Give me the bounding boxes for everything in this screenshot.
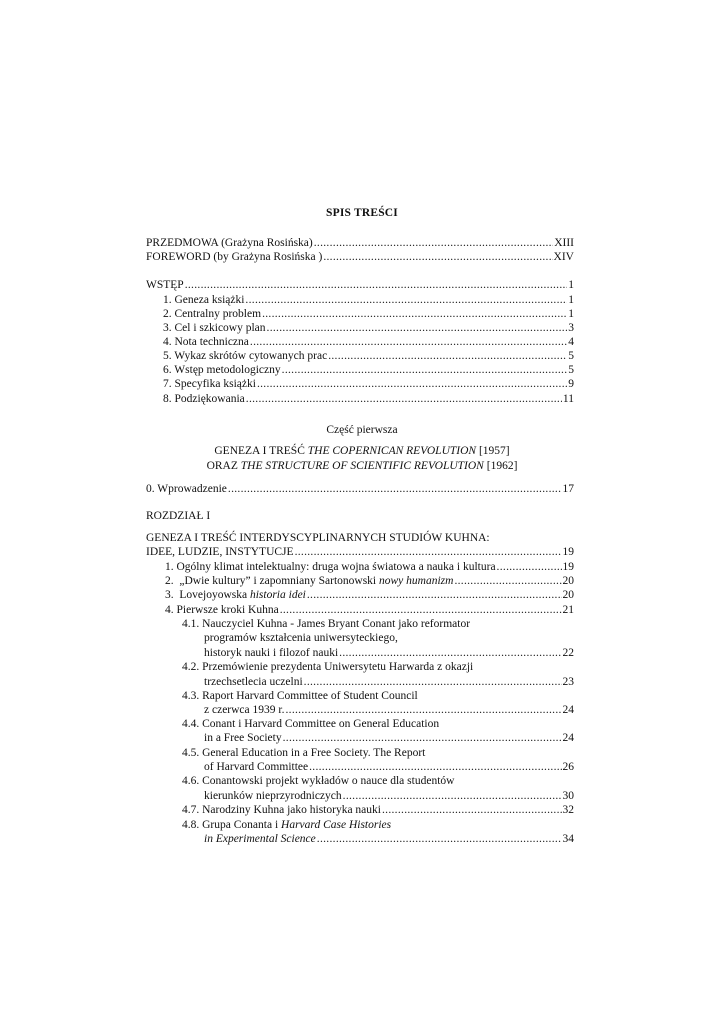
toc-entry-intro[interactable] xyxy=(146,482,574,496)
toc-entry-page: 22 xyxy=(562,647,574,659)
toc-subentry-4-1-line1: 4.1. Nauczyciel Kuhna - James Bryant Conant jako reformator xyxy=(182,618,471,630)
dot-leader xyxy=(497,560,562,574)
toc-entry-4-3[interactable] xyxy=(204,703,574,717)
part-heading-line2 xyxy=(0,460,724,472)
toc-entry-page: 32 xyxy=(562,804,574,816)
toc-entry-page: 17 xyxy=(562,483,574,495)
chapter-label: ROZDZIAŁ I xyxy=(146,510,211,522)
toc-entry-4-8[interactable] xyxy=(204,832,574,846)
toc-entry-page: 1 xyxy=(568,279,574,291)
toc-entry-label xyxy=(165,588,306,602)
toc-entry-page: 21 xyxy=(562,604,574,616)
toc-entry-label: in a Free Society xyxy=(204,732,282,744)
toc-entry-label: 8. Podziękowania xyxy=(163,393,245,405)
dot-leader xyxy=(343,789,562,803)
toc-entry-label: FOREWORD (by Grażyna Rosińska ) xyxy=(146,251,323,263)
toc-subentry-4-5-line1: 4.5. General Education in a Free Society. The Report xyxy=(182,747,426,759)
label-italic: Harvard Case Histories xyxy=(281,819,392,831)
toc-entry-label: in Experimental Science xyxy=(204,833,316,845)
heading-italic: THE COPERNICAN REVOLUTION xyxy=(307,445,477,457)
dot-leader xyxy=(246,392,562,406)
dot-leader xyxy=(323,250,552,264)
dot-leader xyxy=(280,603,562,617)
toc-entry-ch1-4[interactable] xyxy=(165,603,574,617)
toc-entry-label: 1. Geneza książki xyxy=(163,294,245,306)
toc-entry-label: IDEE, LUDZIE, INSTYTUCJE xyxy=(146,546,294,558)
chapter-title-line1: GENEZA I TREŚĆ INTERDYSCYPLINARNYCH STUDIÓW KUHNA: xyxy=(146,532,490,544)
heading-text: ORAZ xyxy=(206,460,238,472)
dot-leader xyxy=(283,731,562,745)
toc-entry-4-5[interactable] xyxy=(204,760,574,774)
toc-entry-4-6[interactable] xyxy=(204,789,574,803)
toc-entry-page: 1 xyxy=(568,308,574,320)
toc-entry-page: 5 xyxy=(568,364,574,376)
dot-leader xyxy=(339,646,561,660)
toc-entry-page: 3 xyxy=(568,322,574,334)
label-text: 3. Lovejoyowska xyxy=(165,589,250,601)
toc-entry-wstep-5[interactable] xyxy=(163,349,574,363)
toc-entry-foreword[interactable] xyxy=(146,250,574,264)
toc-entry-label: 6. Wstęp metodologiczny xyxy=(163,364,281,376)
toc-entry-page: XIII xyxy=(554,237,574,249)
dot-leader xyxy=(309,760,561,774)
dot-leader xyxy=(257,377,567,391)
label-italic: historia idei xyxy=(249,589,306,601)
toc-entry-label: 4.7. Narodziny Kuhna jako historyka nauki xyxy=(182,804,381,816)
page-title: SPIS TREŚCI xyxy=(326,207,398,219)
toc-entry-label: WSTĘP xyxy=(146,279,184,291)
heading-year: [1957] xyxy=(478,445,510,457)
dot-leader xyxy=(250,335,567,349)
dot-leader xyxy=(328,349,567,363)
dot-leader xyxy=(228,482,562,496)
toc-entry-page: XIV xyxy=(553,251,574,263)
toc-entry-label: 4. Nota techniczna xyxy=(163,336,249,348)
toc-entry-page: 34 xyxy=(562,833,574,845)
dot-leader xyxy=(262,307,567,321)
toc-entry-wstep-3[interactable] xyxy=(163,321,574,335)
toc-subentry-4-6-line1: 4.6. Conantowski projekt wykładów o nauce dla studentów xyxy=(182,775,455,787)
toc-entry-page: 19 xyxy=(562,546,574,558)
toc-entry-ch1-3[interactable] xyxy=(165,588,574,602)
toc-entry-label: 2. Centralny problem xyxy=(163,308,262,320)
toc-entry-label: kierunków nieprzyrodniczych xyxy=(204,790,342,802)
toc-entry-ch1-1[interactable] xyxy=(165,560,574,574)
toc-entry-page: 20 xyxy=(562,589,574,601)
toc-entry-label: z czerwca 1939 r. xyxy=(204,704,285,716)
dot-leader xyxy=(282,363,568,377)
toc-entry-page: 30 xyxy=(562,790,574,802)
toc-subentry-4-1-line2: programów kształcenia uniwersyteckiego, xyxy=(204,632,398,644)
toc-entry-page: 20 xyxy=(562,575,574,587)
heading-text: GENEZA I TREŚĆ xyxy=(214,445,305,457)
toc-entry-label: 7. Specyfika książki xyxy=(163,378,256,390)
dot-leader xyxy=(454,574,561,588)
part-heading-line1 xyxy=(0,445,724,457)
toc-entry-label: 1. Ogólny klimat intelektualny: druga wojna światowa a nauka i kultura xyxy=(165,561,496,573)
dot-leader xyxy=(185,278,568,292)
dot-leader xyxy=(304,675,562,689)
dot-leader xyxy=(285,703,561,717)
toc-entry-4-1[interactable] xyxy=(204,646,574,660)
dot-leader xyxy=(382,803,562,817)
toc-entry-page: 24 xyxy=(562,704,574,716)
toc-entry-label: trzechsetlecia uczelni xyxy=(204,676,303,688)
toc-subentry-4-8-line1 xyxy=(182,818,391,832)
dot-leader xyxy=(245,293,567,307)
toc-entry-page: 5 xyxy=(568,350,574,362)
toc-entry-label: 4. Pierwsze kroki Kuhna xyxy=(165,604,279,616)
heading-italic: THE STRUCTURE OF SCIENTIFIC REVOLUTION xyxy=(240,460,484,472)
toc-entry-ch1-2[interactable] xyxy=(165,574,574,588)
toc-entry-label: 5. Wykaz skrótów cytowanych prac xyxy=(163,350,328,362)
heading-year: [1962] xyxy=(486,460,518,472)
label-text: 2. „Dwie kultury” i zapomniany Sartonowski xyxy=(165,575,379,587)
part-label: Część pierwsza xyxy=(326,424,398,436)
toc-entry-page: 19 xyxy=(562,561,574,573)
toc-entry-label: of Harvard Committee xyxy=(204,761,309,773)
toc-entry-page: 1 xyxy=(568,294,574,306)
toc-entry-page: 11 xyxy=(562,393,574,405)
toc-subentry-4-3-line1: 4.3. Raport Harvard Committee of Student Council xyxy=(182,690,418,702)
toc-entry-4-7[interactable] xyxy=(182,803,574,817)
toc-entry-page: 4 xyxy=(568,336,574,348)
toc-entry-chapter-1[interactable] xyxy=(146,545,574,559)
toc-entry-wstep-2[interactable] xyxy=(163,307,574,321)
toc-entry-wstep[interactable] xyxy=(146,278,574,292)
toc-entry-label: historyk nauki i filozof nauki xyxy=(204,647,339,659)
toc-entry-label: 3. Cel i szkicowy plan xyxy=(163,322,266,334)
toc-entry-wstep-6[interactable] xyxy=(163,363,574,377)
toc-entry-wstep-4[interactable] xyxy=(163,335,574,349)
dot-leader xyxy=(307,588,562,602)
toc-entry-przedmowa[interactable] xyxy=(146,236,574,250)
dot-leader xyxy=(267,321,568,335)
toc-entry-wstep-8[interactable] xyxy=(163,392,574,406)
toc-entry-label: 0. Wprowadzenie xyxy=(146,483,227,495)
toc-subentry-4-2-line1: 4.2. Przemówienie prezydenta Uniwersytetu Harwarda z okazji xyxy=(182,661,474,673)
label-italic: nowy humanizm xyxy=(379,575,454,587)
toc-entry-page: 26 xyxy=(562,761,574,773)
toc-entry-wstep-1[interactable] xyxy=(163,293,574,307)
dot-leader xyxy=(314,236,553,250)
dot-leader xyxy=(295,545,562,559)
toc-entry-4-2[interactable] xyxy=(204,675,574,689)
label-text: 4.8. Grupa Conanta i xyxy=(182,819,282,831)
toc-entry-wstep-7[interactable] xyxy=(163,377,574,391)
toc-entry-page: 23 xyxy=(562,676,574,688)
toc-entry-label xyxy=(165,574,453,588)
dot-leader xyxy=(317,832,562,846)
toc-entry-page: 9 xyxy=(568,378,574,390)
toc-entry-4-4[interactable] xyxy=(204,731,574,745)
toc-entry-label: PRZEDMOWA (Grażyna Rosińska) xyxy=(146,237,313,249)
toc-subentry-4-4-line1: 4.4. Conant i Harvard Committee on General Education xyxy=(182,718,440,730)
toc-entry-page: 24 xyxy=(562,732,574,744)
